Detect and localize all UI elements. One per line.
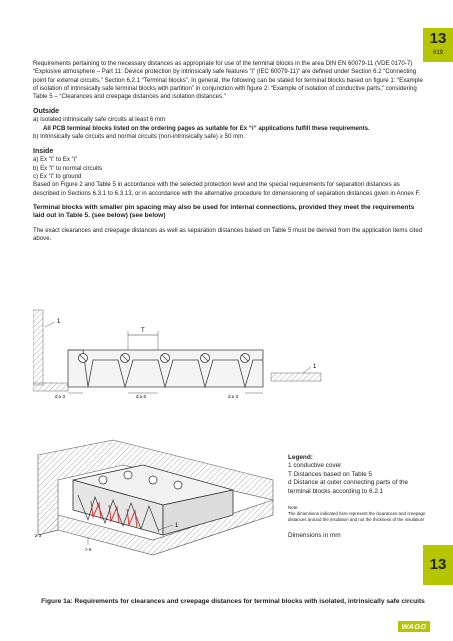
terminal-block-figure <box>33 305 413 595</box>
figure-legend <box>288 454 428 541</box>
d-label-middle: d ≥ 6 <box>136 394 146 399</box>
section-number: 13 <box>429 30 447 47</box>
bottom-d-label: ≥ 3 <box>35 533 42 538</box>
bottom-isometric-drawing <box>35 440 273 555</box>
exact-distances-paragraph: The exact clearances and creepage distances as well as separation distances based on Table 5 must be derived from the application items cited above. <box>33 227 423 243</box>
legend-item-distances: T Distances based on Table 5 <box>288 470 372 478</box>
side-section-tab: 13 <box>423 545 453 585</box>
right-cover-hatch <box>271 373 321 381</box>
cover-label-right: 1 <box>313 364 317 370</box>
smaller-pitch-paragraph: Terminal blocks with smaller pin spacing may also be used for internal connections, provided they meet the requirements laid out in Table 5. (see below) (see below) <box>33 203 415 220</box>
section-tab <box>423 28 453 62</box>
legend-item-cover: 1 conductive cover <box>288 462 342 470</box>
left-cover-hatch <box>33 310 43 385</box>
legend-note-text: The dimensions indicated here represent the clearances and creepage distances around the insulation and not the thickness of the insulation! <box>288 510 426 522</box>
inside-heading: Inside <box>33 148 54 156</box>
body-text <box>33 60 423 250</box>
inside-paragraph: Based on Figure 2 and Table 5 in accordance with the selected protection level and the special requirements for separation distances as described in Sections 6.3.1 to 6.3.13, or in accordance with the alternative procedure for dimensioning of separation distances given in Annex F. <box>33 181 421 197</box>
inside-item-c: c) Ex “i” to ground <box>33 172 82 180</box>
top-cross-section-drawing <box>33 310 321 399</box>
legend-note <box>288 505 428 522</box>
outside-item-b: b) Intrinsically safe circuits and normal circuits (non-intrinsically safe) ≥ 50 mm. <box>33 133 245 141</box>
d-label-left: d ≥ 3 <box>55 394 65 399</box>
inside-item-a: a) Ex “i” to Ex “i” <box>33 156 78 164</box>
inside-item-b: b) Ex “i” to normal circuits <box>33 164 103 172</box>
page-number: 619 <box>432 50 443 56</box>
wago-logo: WAGO <box>398 621 430 632</box>
bottom-t-label: > 6 <box>85 547 92 552</box>
bottom-cover-label: 1 <box>175 523 179 529</box>
legend-title: Legend: <box>288 454 313 461</box>
intro-paragraph: Requirements pertaining to the necessary distances as appropriate for use of the terminal blocks in the area DIN EN 60079-11 (VDE 0170-7) “Explosive atmosphere – Part 11: Device protection by intrinsically safe features “i” (IEC 60079-11)” are defined under Section 6.2 “Connecting point for external circuits,” Section 6.2.1 “Terminal blocks”. In general, the following can be stated for terminal blocks based on figure 1: “Example of isolation of intrinsically safe terminal blocks with partition” in conjunction with figure 2: “Example of isolation of conductive parts,” considering Table 5 – “Clearances and creepage distances and isolation distances.” <box>33 60 423 101</box>
outside-item-a: a) Isolated intrinsically safe circuits at least 6 mm <box>33 116 166 124</box>
legend-item-outer-distance: d Distance at outer connecting parts of the terminal blocks according to 6.2.1 <box>288 479 409 495</box>
left-cover-base <box>33 383 68 391</box>
legend-note-title: Note: <box>288 505 299 511</box>
gap-label: T <box>141 328 145 334</box>
outside-heading: Outside <box>33 108 60 116</box>
legend-units: Dimensions in mm <box>288 532 341 540</box>
figure-caption: Figure 1a: Requirements for clearances and creepage distances for terminal blocks with isolated, intrinsically safe circuits <box>41 598 425 605</box>
d-label-right: d ≥ 3 <box>228 394 238 399</box>
outside-note: All PCB terminal blocks listed on the ordering pages as suitable for Ex “i” applications fulfill these requirements. <box>43 124 370 132</box>
cover-label-left: 1 <box>57 319 61 325</box>
